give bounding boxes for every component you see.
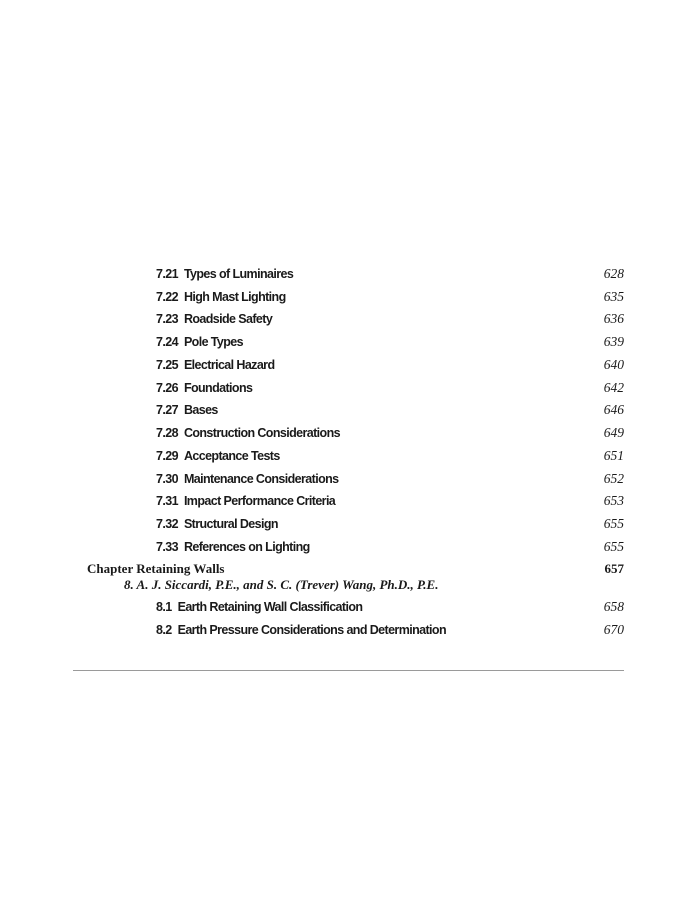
page-number: 635 bbox=[603, 289, 624, 304]
section-number: 7.22 bbox=[156, 290, 178, 304]
section-title: Types of Luminaires bbox=[183, 267, 294, 281]
section-number: 7.26 bbox=[156, 381, 178, 395]
toc-entry-7-30[interactable] bbox=[0, 471, 695, 491]
toc-entry-8-2[interactable] bbox=[0, 622, 695, 642]
toc-entry-7-26[interactable] bbox=[0, 380, 695, 400]
page-number: 640 bbox=[603, 357, 624, 372]
toc-entry-7-22[interactable] bbox=[0, 289, 695, 309]
page-number: 653 bbox=[603, 493, 624, 508]
section-number: 7.23 bbox=[156, 312, 178, 326]
toc-entry-7-23[interactable] bbox=[0, 311, 695, 331]
toc-entry-7-32[interactable] bbox=[0, 516, 695, 536]
section-number: 7.31 bbox=[156, 494, 178, 508]
page-number: 636 bbox=[603, 311, 624, 326]
section-title: Earth Pressure Considerations and Determination bbox=[177, 623, 446, 637]
page-number: 642 bbox=[603, 380, 624, 395]
chapter-authors: 8. A. J. Siccardi, P.E., and S. C. (Trever) Wang, Ph.D., P.E. bbox=[124, 577, 439, 592]
page-number: 670 bbox=[603, 622, 624, 637]
section-title: Construction Considerations bbox=[183, 426, 340, 440]
toc-entry-7-25[interactable] bbox=[0, 357, 695, 377]
section-number: 8.2 bbox=[156, 623, 172, 637]
page-number: 655 bbox=[603, 516, 624, 531]
section-number: 7.28 bbox=[156, 426, 178, 440]
section-title: Electrical Hazard bbox=[183, 358, 275, 372]
section-title: Acceptance Tests bbox=[183, 449, 280, 463]
section-title: Foundations bbox=[183, 381, 253, 395]
section-title: Roadside Safety bbox=[183, 312, 273, 326]
section-number: 7.25 bbox=[156, 358, 178, 372]
section-title: Impact Performance Criteria bbox=[183, 494, 336, 508]
section-title: High Mast Lighting bbox=[183, 290, 286, 304]
section-title: References on Lighting bbox=[183, 540, 310, 554]
page-number: 639 bbox=[603, 334, 624, 349]
toc-entry-7-27[interactable] bbox=[0, 402, 695, 422]
toc-entry-7-33[interactable] bbox=[0, 539, 695, 559]
page-number: 655 bbox=[603, 539, 624, 554]
toc-entry-8-1[interactable] bbox=[0, 599, 695, 619]
section-title: Bases bbox=[183, 403, 218, 417]
section-number: 7.24 bbox=[156, 335, 178, 349]
chapter-page-number: 657 bbox=[604, 561, 624, 576]
section-number: 7.33 bbox=[156, 540, 178, 554]
section-number: 7.27 bbox=[156, 403, 178, 417]
page-number: 651 bbox=[603, 448, 624, 463]
section-number: 7.21 bbox=[156, 267, 178, 281]
page-number: 658 bbox=[603, 599, 624, 614]
section-title: Maintenance Considerations bbox=[183, 472, 339, 486]
section-number: 7.32 bbox=[156, 517, 178, 531]
section-number: 7.30 bbox=[156, 472, 178, 486]
toc-entry-7-21[interactable] bbox=[0, 266, 695, 286]
toc-entry-7-24[interactable] bbox=[0, 334, 695, 354]
toc-entry-7-28[interactable] bbox=[0, 425, 695, 445]
page-number: 649 bbox=[603, 425, 624, 440]
toc-entry-7-31[interactable] bbox=[0, 493, 695, 513]
section-number: 8.1 bbox=[156, 600, 172, 614]
chapter-title: Chapter Retaining Walls bbox=[87, 561, 225, 576]
toc-entry-7-29[interactable] bbox=[0, 448, 695, 468]
page-number: 628 bbox=[603, 266, 624, 281]
section-title: Earth Retaining Wall Classification bbox=[177, 600, 363, 614]
section-title: Pole Types bbox=[183, 335, 244, 349]
page-number: 652 bbox=[603, 471, 624, 486]
page-divider bbox=[73, 670, 624, 671]
section-number: 7.29 bbox=[156, 449, 178, 463]
section-title: Structural Design bbox=[183, 517, 278, 531]
page-number: 646 bbox=[603, 402, 624, 417]
